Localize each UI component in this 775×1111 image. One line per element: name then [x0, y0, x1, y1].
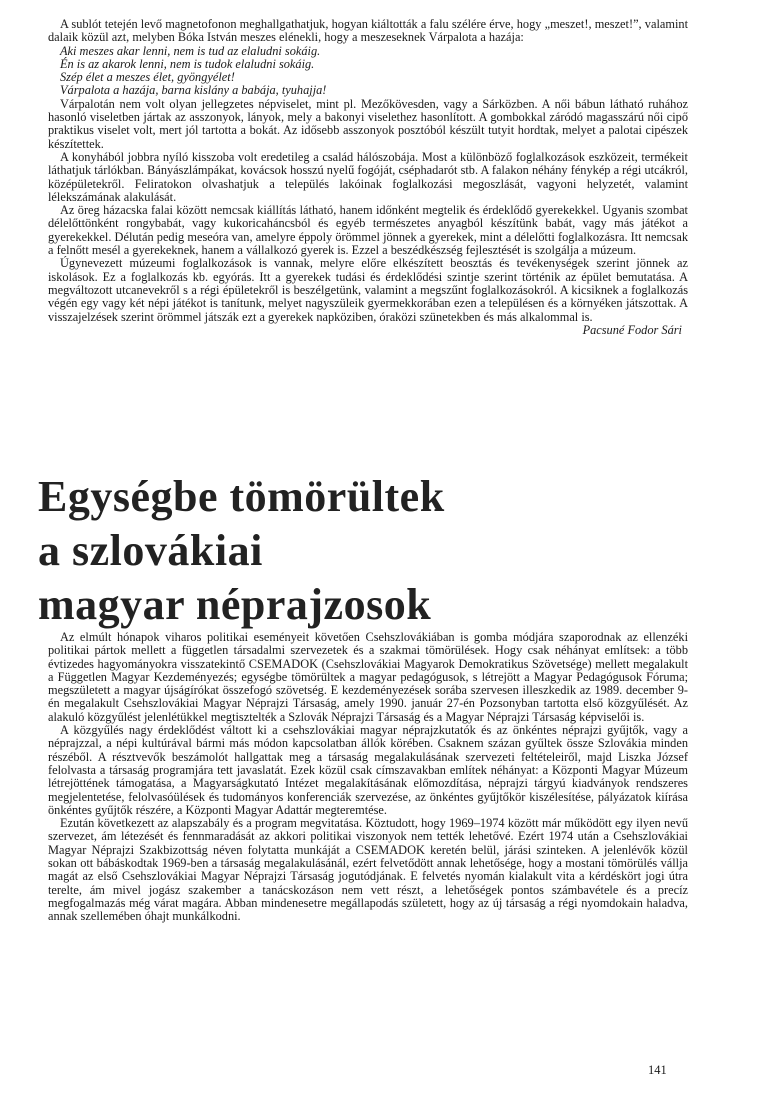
verse-line: Szép élet a meszes élet, gyöngyélet!: [60, 70, 235, 85]
verse-line: Várpalota a hazája, barna kislány a babája, tyuhajja!: [60, 83, 327, 98]
folk-song-verse: [48, 45, 688, 98]
body-paragraph: A konyhából jobbra nyíló kisszoba volt eredetileg a család hálószobája. Most a különböző foglalkozások eszközeit, termékeit láthatjuk tárlókban. Bányászlámpákat, kovácsok hosszú nyelű fogóját, cséphadarót stb. A falakon néhány fénykép a régi utcákról, középületekről. Feliratokon olvashatjuk a település lakóinak foglalkozási megoszlását, vagyoni helyzetét, valamint lélekszámának alakulását.: [48, 149, 688, 204]
verse-line: Aki meszes akar lenni, nem is tud az elaludni sokáig.: [60, 43, 321, 58]
body-paragraph: Az elmúlt hónapok viharos politikai eseményeit követően Csehszlovákiában is gomba módjára szaporodnak az ellenzéki politikai pártok mellett a független társadalmi szervezetek és a szakmai tömörülések. Hogy csak néhányat említsek: a több évtizedes hagyományokra visszatekintő CSEMADOK (Csehszlovákiai Magyarok Demokratikus Szövetsége) mellett megalakult a Független Magyar Kezdeményezés; egységbe tömörültek a magyar pedagógusok, s létrejött a Magyar Pedagógusok Fóruma; megszületett a magyar újságírókat összefogó szövetség. E kezdeményezések sorába szervesen illeszkedik az 1989. december 9-én megalakult Csehszlovákiai Magyar Néprajzi Társaság, amely 1990. január 27-én Pozsonyban tartotta első közgyűlését. Az alakuló közgyűlést jelenlétükkel megtisztelték a Szlovák Néprajzi Társaság és a Magyar Néprajzi Társaság képviselői is.: [48, 630, 688, 724]
page-number: 141: [648, 1063, 667, 1077]
body-paragraph: Ezután következett az alapszabály és a program megvitatása. Köztudott, hogy 1969–1974 között már működött egy ilyen nevű szervezet, ám létezését és fennmaradását az akkori politikai viszonyok nem tették lehetővé. Ezért 1974 után a Csehszlovákiai Magyar Néprajzi Szakbizottság néven folytatta munkáját a CSEMADOK keretén belül, járási szinteken. A jelenlévők közül sokan ott bábáskodtak 1969-ben a társaság megalakulásánál, ezért felvetődött annak lehetősége, hogy a mostani tömörülés vállja magát az első Csehszlovákiai Magyar Néprajzi Társaság jogutódjának. E felvetés nyomán kialakult vita a kérdéskört jogi útra terelte, ám mivel jogász szakember a tanácskozáson nem vett részt, a lehetőségek pontos számbavétele és a precíz megfogalmazás még várat magára. Abban mindenesetre megállapodás született, hogy az új társaság a régi nyomdokain haladva, annak szellemében óhajt munkálkodni.: [48, 816, 688, 924]
body-paragraph: Úgynevezett múzeumi foglalkozások is vannak, melyre előre elkészített beosztás és tevékenységek szerint jönnek az iskolások. Ez a foglalkozás kb. egyórás. Itt a gyerekek tudási és érdeklődési szintje szerint történik az épület bemutatása. A megváltozott utcanevekről s a régi épületekről is beszélgetünk, valamint a megszűnt foglalkozásokról. A kicsiknek a foglalkozás végén egy vagy két népi játékot is tanítunk, melyet nagyszüleik gyermekkorában ezen a településen és a környéken játszottak. A visszajelzések szerint örömmel játszák ezt a gyerekek napköziben, óraközi szünetekben és más alkalommal is.: [48, 256, 688, 324]
article-body: [48, 631, 688, 924]
headline-line: Egységbe tömörültek: [38, 472, 445, 521]
body-paragraph: Várpalotán nem volt olyan jellegzetes népviselet, mint pl. Mezőkövesden, vagy a Sárközben. A női bábun látható ruhához hasonló viseletben jártak az asszonyok, lányok, mely a bakonyi viselethez hasonlított. A gombokkal záródó magasszárú női cipő praktikus viselet volt, mert jól tartotta a bokát. Az idősebb asszonyok posztóból készült tutyit hordtak, melyet a palotai cipészek készítettek.: [48, 96, 688, 151]
author-signature: Pacsuné Fodor Sári: [582, 322, 682, 337]
intro-paragraph: A sublót tetején levő magnetofonon meghallgathatjuk, hogyan kiáltották a falu szélére érve, hogy „meszet!, meszet!”, valamint dalaik közül azt, melyben Bóka István meszes elénekli, hogy a meszeseknek Várpalota a hazája:: [48, 17, 688, 45]
headline-line: magyar néprajzosok: [38, 580, 432, 629]
article-headline: [38, 470, 738, 632]
headline-line: a szlovákiai: [38, 526, 263, 575]
body-paragraph: A közgyűlés nagy érdeklődést váltott ki a csehszlovákiai magyar néprajzkutatók és az önkéntes néprajzi gyűjtők, vagy a néprajzzal, a népi kultúrával bármi más módon kapcsolatban állók körében. Csaknem százan gyűltek össze Szlovákia minden részéből. A résztvevők beszámolót hallgattak meg a társaság megalakulásának szervezeti feltételeiről, majd Liszka József felolvasta a társaság programjára tett javaslatát. Ezek közül csak címszavakban említek néhányat: a Központi Magyar Múzeum létrejöttének támogatása, a Magyarságkutató Intézet megalakításának előmozdítása, néprajzi tárgyú kiadványok rendszeres megjelentetése, felolvasóülések és tudományos konferenciák szervezése, az önkéntes gyűjtőkör kiszélesítése, pályázatok kiírása önkéntes gyűjtők részére, a Központi Magyar Adattár megteremtése.: [48, 723, 688, 817]
verse-line: Én is az akarok lenni, nem is tudok elaludni sokáig.: [60, 56, 315, 71]
museum-article-continuation: [48, 18, 688, 337]
body-paragraph: Az öreg házacska falai között nemcsak kiállítás látható, hanem időnként megtelik és érdeklődő gyerekekkel. Ugyanis szombat délelőttönként rongybabát, vagy kukoricaháncsból és egyéb természetes anyagból készítünk babát, vagy más játékot a gyerekekkel. Délután pedig meseóra van, amelyre éppoly örömmel jönnek a gyerekek, mint a délelőtti foglalkozásra. Itt nemcsak a felnőtt mesél a gyerekeknek, hanem a vállalkozó gyerek is. Ezzel a beszédkészség fejlesztését is szolgálja a múzeum.: [48, 203, 688, 258]
